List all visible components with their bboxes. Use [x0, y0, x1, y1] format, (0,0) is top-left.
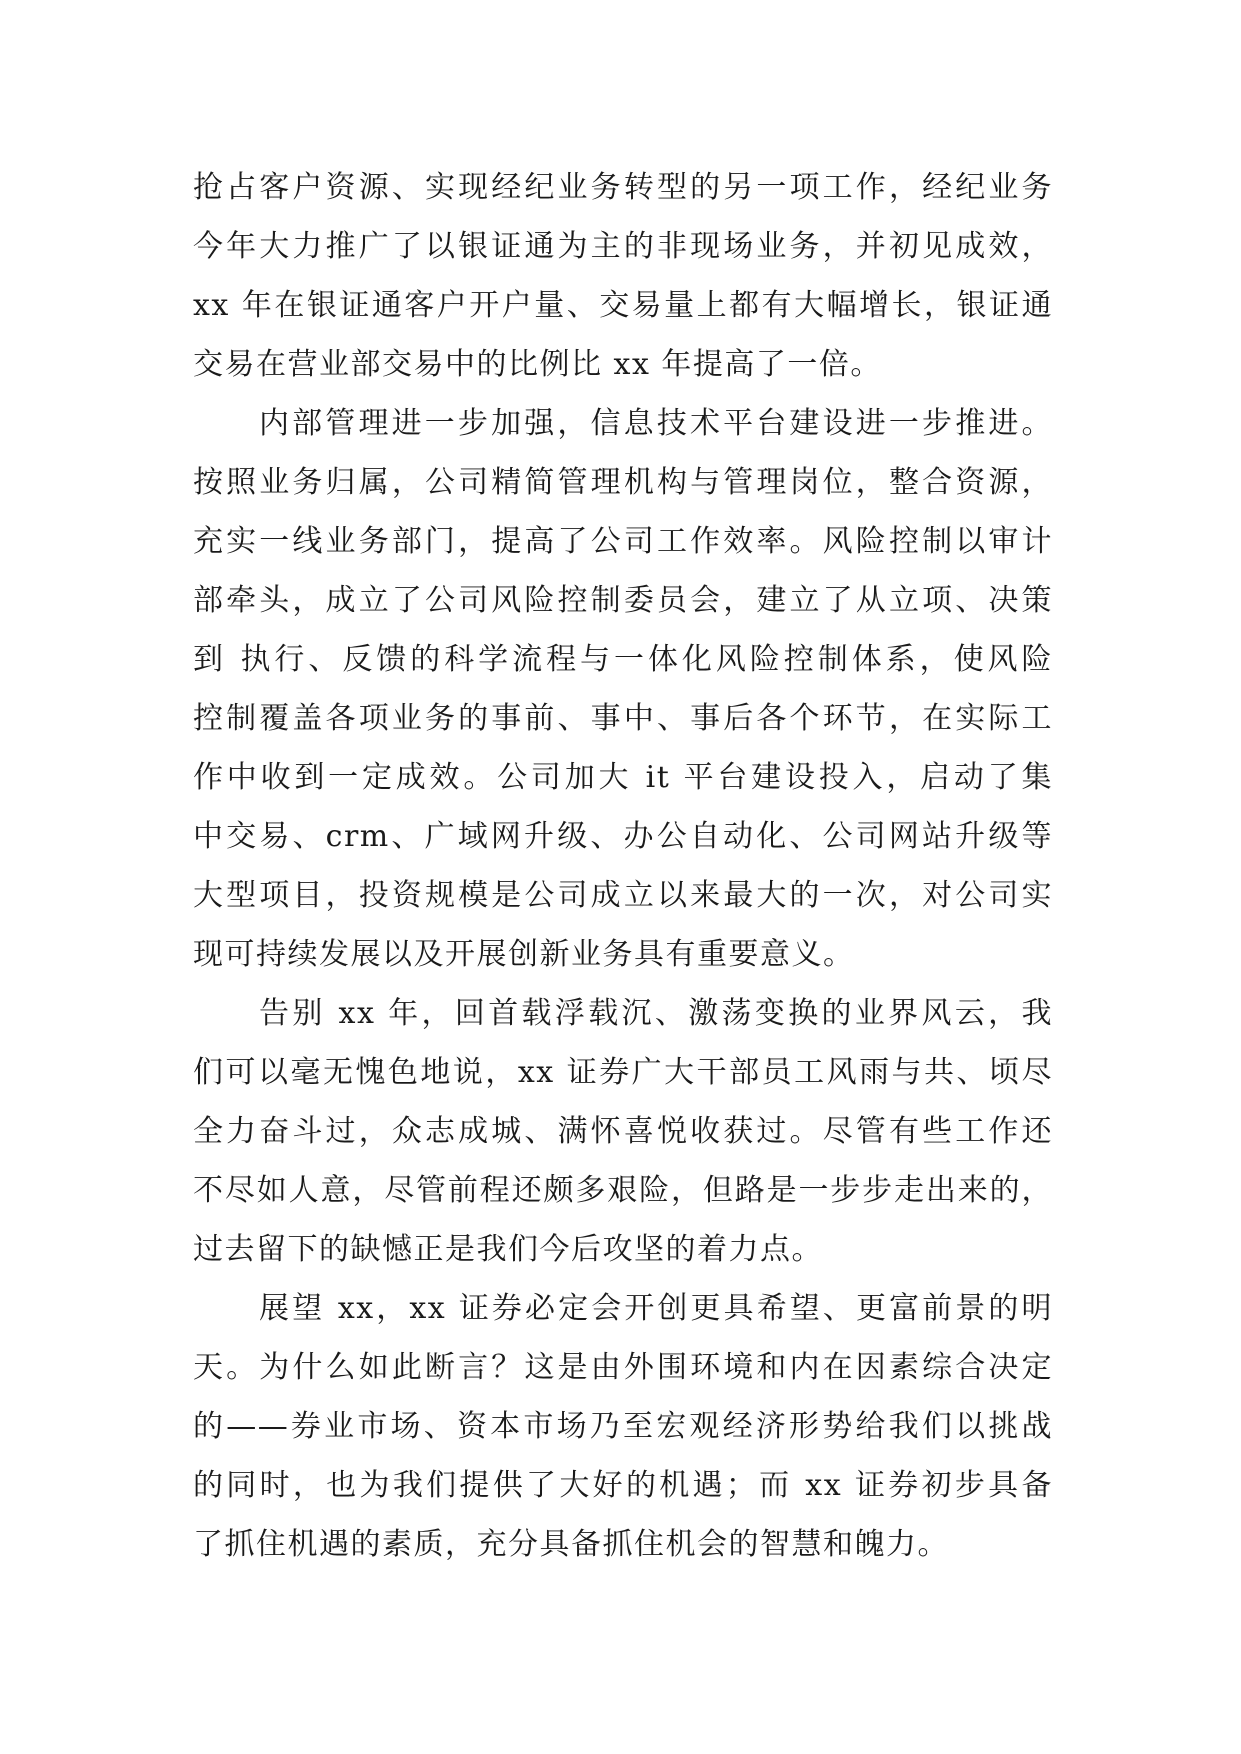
text-line: 大型项目，投资规模是公司成立以来最大的一次，对公司实: [193, 878, 1053, 913]
text-line: 抢占客户资源、实现经纪业务转型的另一项工作，经纪业务: [193, 170, 1053, 205]
text-line: 的——券业市场、资本市场乃至宏观经济形势给我们以挑战: [193, 1409, 1053, 1444]
document-body: [193, 158, 1053, 1574]
text-line: 全力奋斗过，众志成城、满怀喜悦收获过。尽管有些工作还: [193, 1114, 1053, 1149]
paragraph-3: [193, 984, 1053, 1279]
paragraph-2: [193, 394, 1053, 984]
text-line: 部牵头，成立了公司风险控制委员会，建立了从立项、决策: [193, 583, 1053, 618]
text-line: 展望 xx，xx 证券必定会开创更具希望、更富前景的明: [259, 1291, 1053, 1326]
text-line: 内部管理进一步加强，信息技术平台建设进一步推进。: [259, 406, 1053, 441]
text-line: 过去留下的缺憾正是我们今后攻坚的着力点。: [193, 1232, 823, 1267]
text-line: 的同时，也为我们提供了大好的机遇；而 xx 证券初步具备: [193, 1468, 1053, 1503]
text-line: 今年大力推广了以银证通为主的非现场业务，并初见成效，: [193, 229, 1053, 264]
text-line: 中交易、crm、广域网升级、办公自动化、公司网站升级等: [193, 819, 1053, 854]
text-line: 作中收到一定成效。公司加大 it 平台建设投入，启动了集: [193, 760, 1053, 795]
text-line: 交易在营业部交易中的比例比 xx 年提高了一倍。: [193, 347, 882, 382]
text-line: 控制覆盖各项业务的事前、事中、事后各个环节，在实际工: [193, 701, 1053, 736]
text-line: 按照业务归属，公司精简管理机构与管理岗位，整合资源，: [193, 465, 1053, 500]
text-line: 天。为什么如此断言？这是由外围环境和内在因素综合决定: [193, 1350, 1053, 1385]
text-line: 们可以毫无愧色地说，xx 证券广大干部员工风雨与共、顷尽: [193, 1055, 1053, 1090]
text-line: 到 执行、反馈的科学流程与一体化风险控制体系，使风险: [193, 642, 1053, 677]
text-line: 了抓住机遇的素质，充分具备抓住机会的智慧和魄力。: [193, 1527, 949, 1562]
text-line: 充实一线业务部门，提高了公司工作效率。风险控制以审计: [193, 524, 1053, 559]
paragraph-1: [193, 158, 1053, 394]
text-line: xx 年在银证通客户开户量、交易量上都有大幅增长，银证通: [193, 288, 1053, 323]
text-line: 不尽如人意，尽管前程还颇多艰险，但路是一步步走出来的，: [193, 1173, 1053, 1208]
paragraph-4: [193, 1279, 1053, 1574]
text-line: 现可持续发展以及开展创新业务具有重要意义。: [193, 937, 855, 972]
text-line: 告别 xx 年，回首载浮载沉、激荡变换的业界风云，我: [259, 996, 1053, 1031]
